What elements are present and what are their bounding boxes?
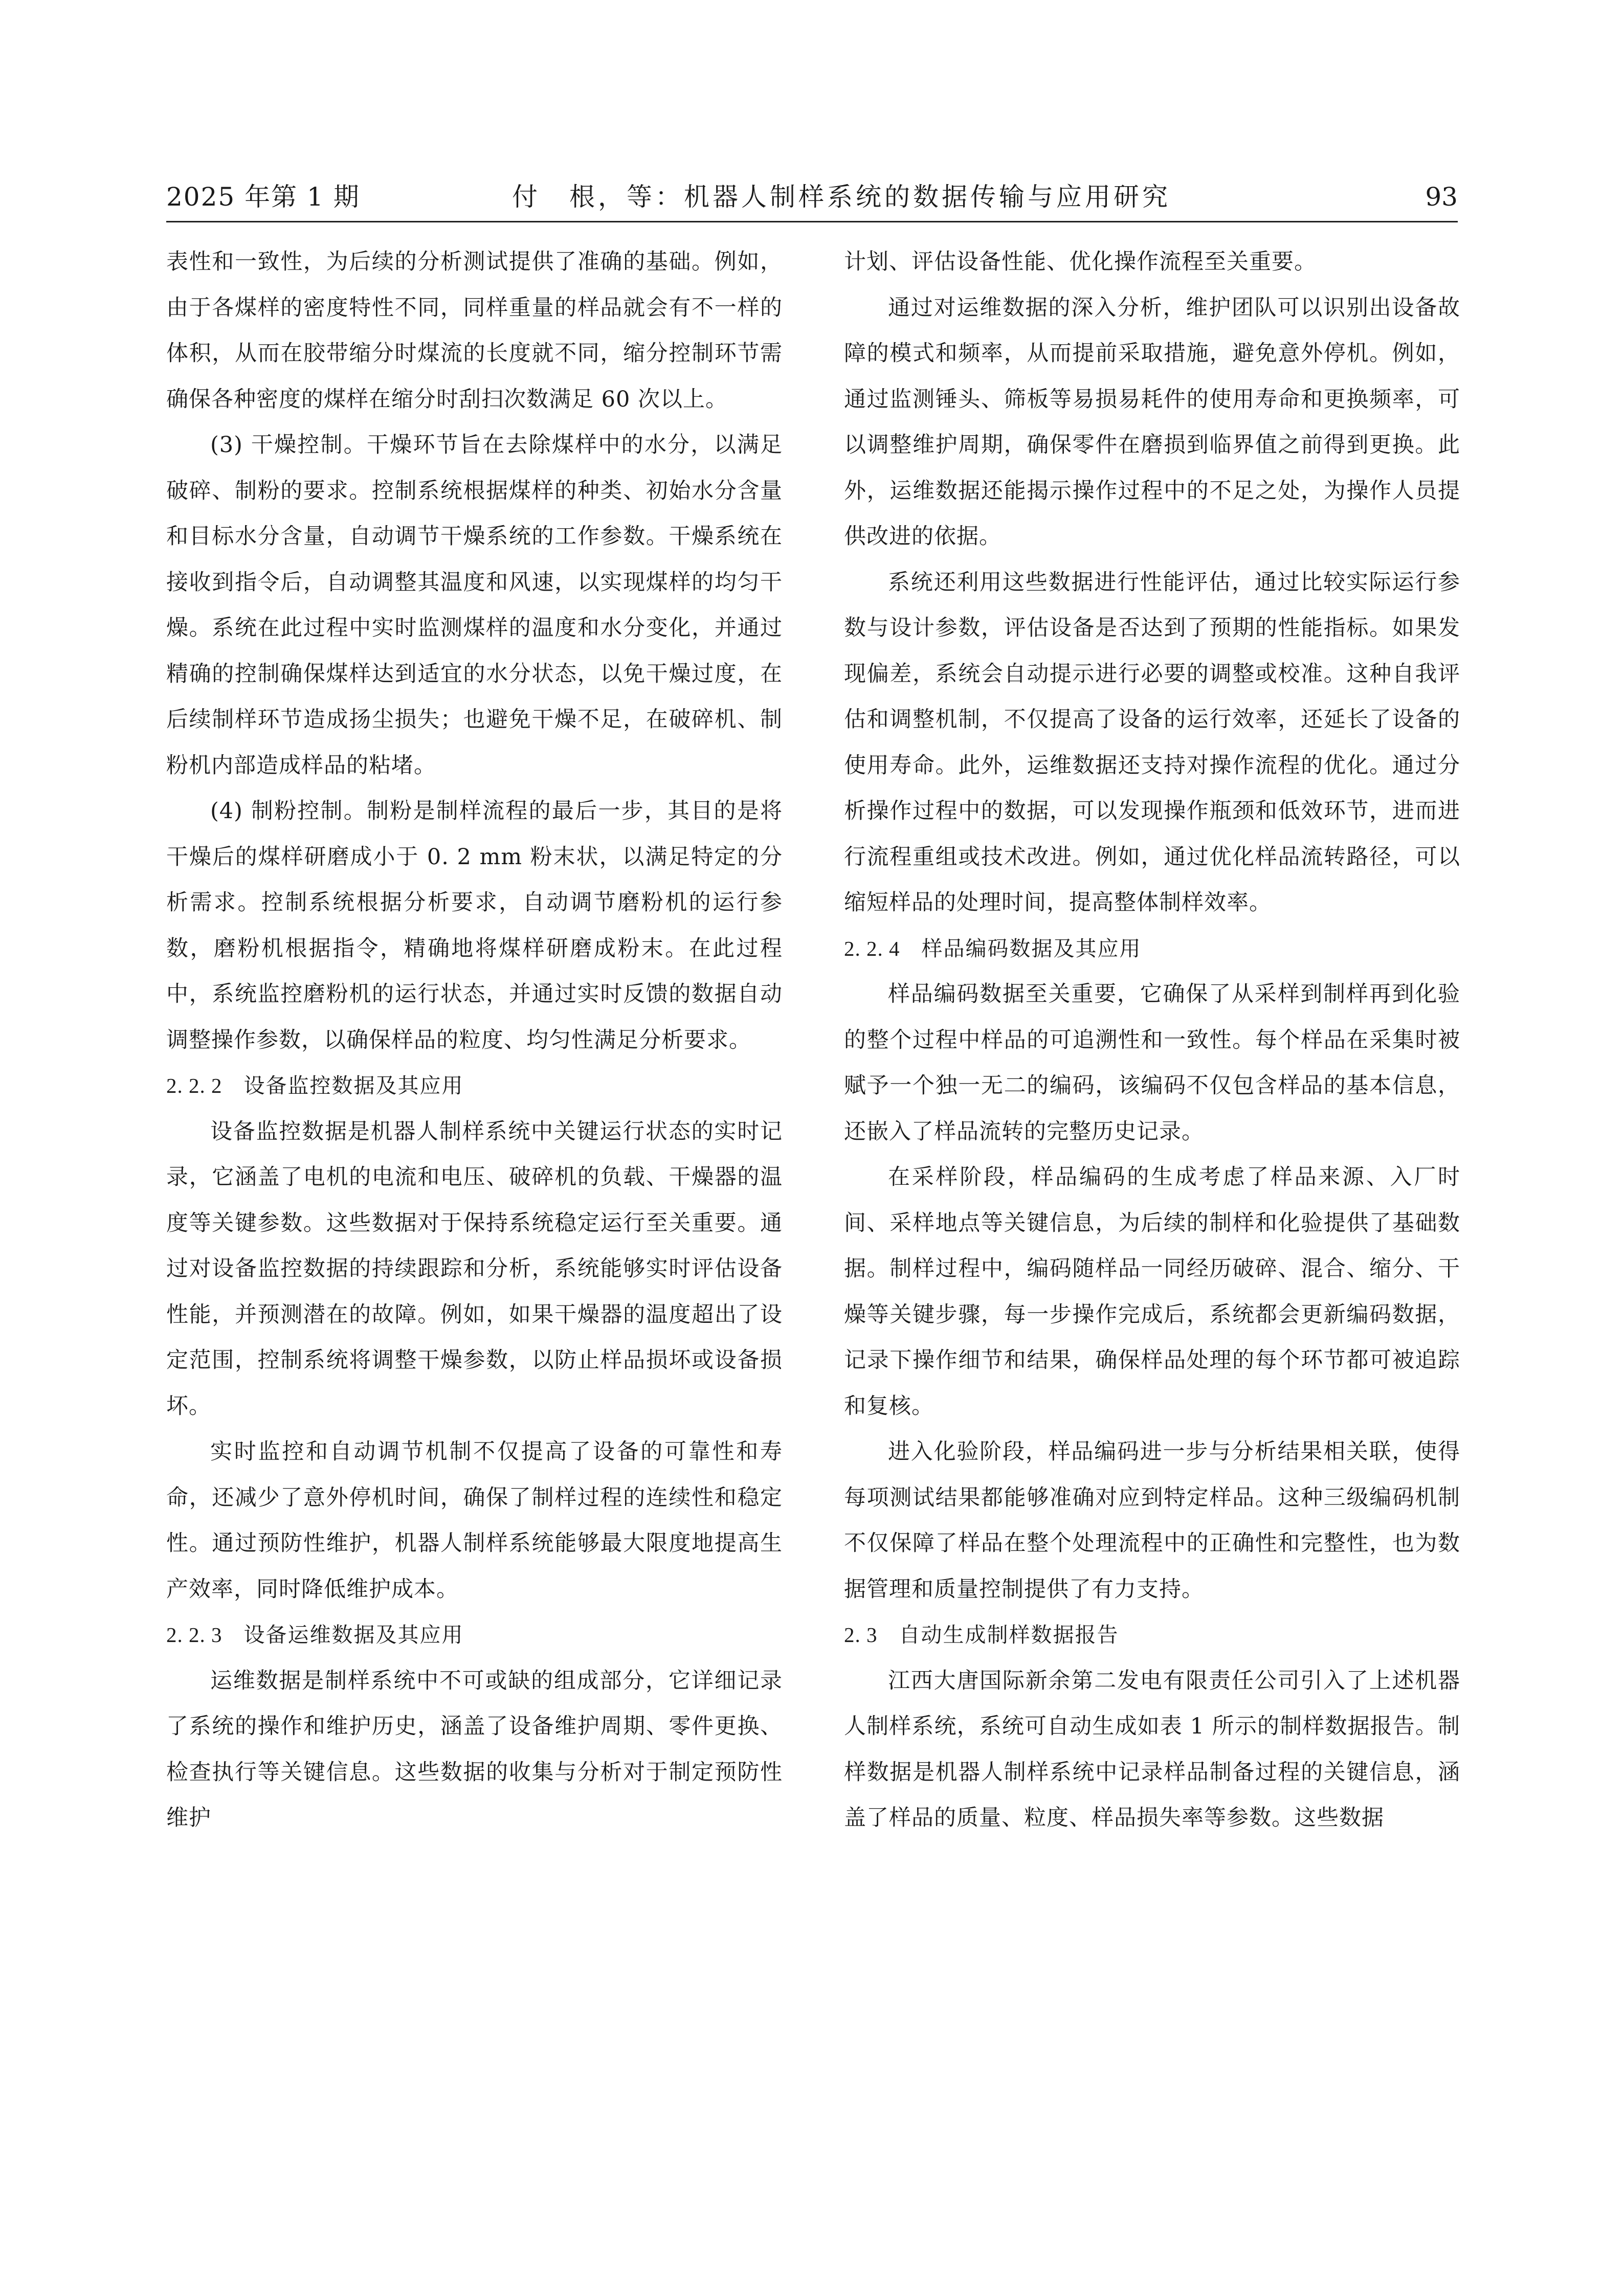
paragraph: 进入化验阶段，样品编码进一步与分析结果相关联，使得每项测试结果都能够准确对应到特定样品。这种三级编码机制不仅保障了样品在整个处理流程中的正确性和完整性，也为数据管理和质量控制提供了有力支持。 <box>844 1439 1460 1602</box>
section-heading <box>844 926 1460 972</box>
running-title: 付 根，等：机器人制样系统的数据传输与应用研究 <box>512 182 1171 212</box>
section-number: 2. 2. 3 <box>166 1623 223 1647</box>
paragraph: (3) 干燥控制。干燥环节旨在去除煤样中的水分，以满足破碎、制粉的要求。控制系统根据煤样的种类、初始水分含量和目标水分含量，自动调节干燥系统的工作参数。干燥系统在接收到指令后，自动调整其温度和风速，以实现煤样的均匀干燥。系统在此过程中实时监测煤样的温度和水分变化，并通过精确的控制确保煤样达到适宜的水分状态，以免干燥过度，在后续制样环节造成扬尘损失；也避免干燥不足，在破碎机、制粉机内部造成样品的粘堵。 <box>166 432 783 778</box>
section-number: 2. 2. 2 <box>166 1074 223 1097</box>
paragraph: 设备监控数据是机器人制样系统中关键运行状态的实时记录，它涵盖了电机的电流和电压、破碎机的负载、干燥器的温度等关键参数。这些数据对于保持系统稳定运行至关重要。通过对设备监控数据的持续跟踪和分析，系统能够实时评估设备性能，并预测潜在的故障。例如，如果干燥器的温度超出了设定范围，控制系统将调整干燥参数，以防止样品损坏或设备损坏。 <box>166 1118 783 1419</box>
right-column <box>844 239 1460 1841</box>
paragraph: 实时监控和自动调节机制不仅提高了设备的可靠性和寿命，还减少了意外停机时间，确保了制样过程的连续性和稳定性。通过预防性维护，机器人制样系统能够最大限度地提高生产效率，同时降低维护成本。 <box>166 1439 783 1602</box>
section-title: 设备监控数据及其应用 <box>243 1073 464 1098</box>
header-rule <box>166 221 1458 222</box>
paragraph: 江西大唐国际新余第二发电有限责任公司引入了上述机器人制样系统，系统可自动生成如表 1 所示的制样数据报告。制样数据是机器人制样系统中记录样品制备过程的关键信息，涵盖了样品的质量、粒度、样品损失率等参数。这些数据 <box>844 1668 1460 1831</box>
section-heading <box>166 1063 783 1109</box>
journal-issue: 2025 年第 1 期 <box>166 182 360 212</box>
left-column <box>166 239 783 1841</box>
paragraph: 表性和一致性，为后续的分析测试提供了准确的基础。例如，由于各煤样的密度特性不同，同样重量的样品就会有不一样的体积，从而在胶带缩分时煤流的长度就不同，缩分控制环节需确保各种密度的煤样在缩分时刮扫次数满足 60 次以上。 <box>166 249 783 412</box>
section-title: 样品编码数据及其应用 <box>921 936 1142 961</box>
paragraph: 系统还利用这些数据进行性能评估，通过比较实际运行参数与设计参数，评估设备是否达到了预期的性能指标。如果发现偏差，系统会自动提示进行必要的调整或校准。这种自我评估和调整机制，不仅提高了设备的运行效率，还延长了设备的使用寿命。此外，运维数据还支持对操作流程的优化。通过分析操作过程中的数据，可以发现操作瓶颈和低效环节，进而进行流程重组或技术改进。例如，通过优化样品流转路径，可以缩短样品的处理时间，提高整体制样效率。 <box>844 569 1460 915</box>
running-header <box>166 174 1458 220</box>
paragraph: 通过对运维数据的深入分析，维护团队可以识别出设备故障的模式和频率，从而提前采取措施，避免意外停机。例如，通过监测锤头、筛板等易损易耗件的使用寿命和更换频率，可以调整维护周期，确保零件在磨损到临界值之前得到更换。此外，运维数据还能揭示操作过程中的不足之处，为操作人员提供改进的依据。 <box>844 295 1460 549</box>
page-number: 93 <box>1425 182 1458 212</box>
section-heading <box>844 1612 1460 1658</box>
section-title: 设备运维数据及其应用 <box>243 1623 464 1647</box>
paragraph: 运维数据是制样系统中不可或缺的组成部分，它详细记录了系统的操作和维护历史，涵盖了设备维护周期、零件更换、检查执行等关键信息。这些数据的收集与分析对于制定预防性维护 <box>166 1668 783 1831</box>
section-number: 2. 3 <box>844 1623 878 1647</box>
paragraph: 在采样阶段，样品编码的生成考虑了样品来源、入厂时间、采样地点等关键信息，为后续的制样和化验提供了基础数据。制样过程中，编码随样品一同经历破碎、混合、缩分、干燥等关键步骤，每一步操作完成后，系统都会更新编码数据，记录下操作细节和结果，确保样品处理的每个环节都可被追踪和复核。 <box>844 1164 1460 1419</box>
paragraph: (4) 制粉控制。制粉是制样流程的最后一步，其目的是将干燥后的煤样研磨成小于 0. 2 mm 粉末状，以满足特定的分析需求。控制系统根据分析要求，自动调节磨粉机的运行参数，磨粉机根据指令，精确地将煤样研磨成粉末。在此过程中，系统监控磨粉机的运行状态，并通过实时反馈的数据自动调整操作参数，以确保样品的粒度、均匀性满足分析要求。 <box>166 798 783 1053</box>
section-heading <box>166 1612 783 1658</box>
paragraph: 样品编码数据至关重要，它确保了从采样到制样再到化验的整个过程中样品的可追溯性和一致性。每个样品在采集时被赋予一个独一无二的编码，该编码不仅包含样品的基本信息，还嵌入了样品流转的完整历史记录。 <box>844 981 1460 1144</box>
section-number: 2. 2. 4 <box>844 936 900 960</box>
paragraph: 计划、评估设备性能、优化操作流程至关重要。 <box>844 249 1317 275</box>
section-title: 自动生成制样数据报告 <box>899 1623 1119 1647</box>
